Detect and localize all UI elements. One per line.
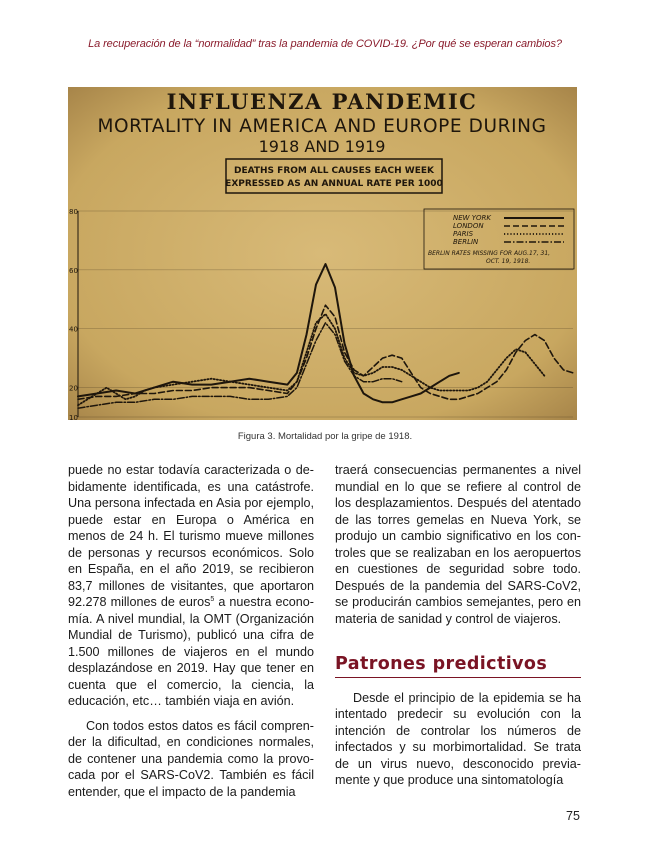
legend-label: LONDON (453, 222, 484, 230)
section-title: Patrones predictivos (335, 656, 581, 678)
right-column (335, 462, 581, 789)
legend-label: NEW YORK (453, 214, 491, 222)
left-paragraph-2: Con todos estos datos es fácil comprender la dificultad, en condiciones normales, de contener una pandemia como la provocada por el SARS-CoV2. También es fácil entender, que el impacto de la pandemia (68, 718, 314, 799)
figure-title-line1: INFLUENZA PANDEMIC (166, 89, 478, 114)
historical-chart-figure (68, 87, 577, 420)
right-paragraph-1: traerá consecuencias permanentes a nivel mundial en lo que se refiere al control de los desplazamientos. Después del atentado de las torres gemelas en Nueva York, se produjo un cambio significativo en los controles que se realizaban en los aeropuertos en cuestiones de seguridad sobre todo. Después de la pandemia del SARS-CoV2, se producirán cambios semejantes, pero en materia de sanidad y control de viajeros. (335, 463, 581, 626)
chart-svg (68, 87, 577, 420)
legend-label: BERLIN (453, 238, 479, 246)
subtitle-line2: EXPRESSED AS AN ANNUAL RATE PER 1000 (225, 179, 443, 189)
figure-title-line3: 1918 AND 1919 (258, 137, 386, 156)
right-paragraph-2: Desde el principio de la epidemia se ha intentado predecir su evolución con la intención de controlar los números de infectados y su morbimortalidad. Se trata de un virus nuevo, desconocido previamente y que produce una sintomatología (335, 690, 581, 787)
y-tick-label: 10 (69, 414, 78, 420)
y-tick-label: 80 (69, 208, 78, 216)
legend-note-2: OCT. 19, 1918. (486, 258, 531, 265)
subtitle-line1: DEATHS FROM ALL CAUSES EACH WEEK (234, 166, 434, 176)
y-tick-label: 40 (69, 325, 78, 334)
figure-caption: Figura 3. Mortalidad por la gripe de 1918. (237, 431, 413, 442)
footnote-ref: 5 (210, 595, 215, 603)
legend-label: PARIS (453, 230, 474, 238)
y-tick-label: 60 (69, 266, 78, 275)
left-paragraph-1-a: puede no estar todavía caracterizada o debidamente identificada, es una catástrofe. Una persona infectada en Asia por ejemplo, puede estar en Europa o América en menos de 24 h. El turismo mueve millones de personas y recursos económicos. Solo en España, en el año 2019, se recibieron 83,7 millones de visitantes, que aportaron 92.278 millones de euros (68, 463, 314, 609)
left-paragraph-1 (68, 462, 314, 710)
left-paragraph-1-b: a nuestra economía. A nivel mundial, la OMT (Organización Mundial de Turismo), publicó una cifra de 1.500 millones de viajeros en el mundo desplazándose en 2019. Hay que tener en cuenta que el comercio, la ciencia, la educación, etc… también viaja en avión. (68, 595, 314, 708)
left-column (68, 462, 314, 800)
running-header: La recuperación de la “normalidad” tras la pandemia de COVID-19. ¿Por qué se esperan cambios? (88, 38, 562, 50)
figure-title-line2: MORTALITY IN AMERICA AND EUROPE DURING (97, 116, 547, 137)
legend-note-1: BERLIN RATES MISSING FOR AUG.17, 31, (428, 250, 551, 257)
y-tick-label: 20 (69, 384, 78, 393)
page-number: 75 (566, 809, 580, 823)
